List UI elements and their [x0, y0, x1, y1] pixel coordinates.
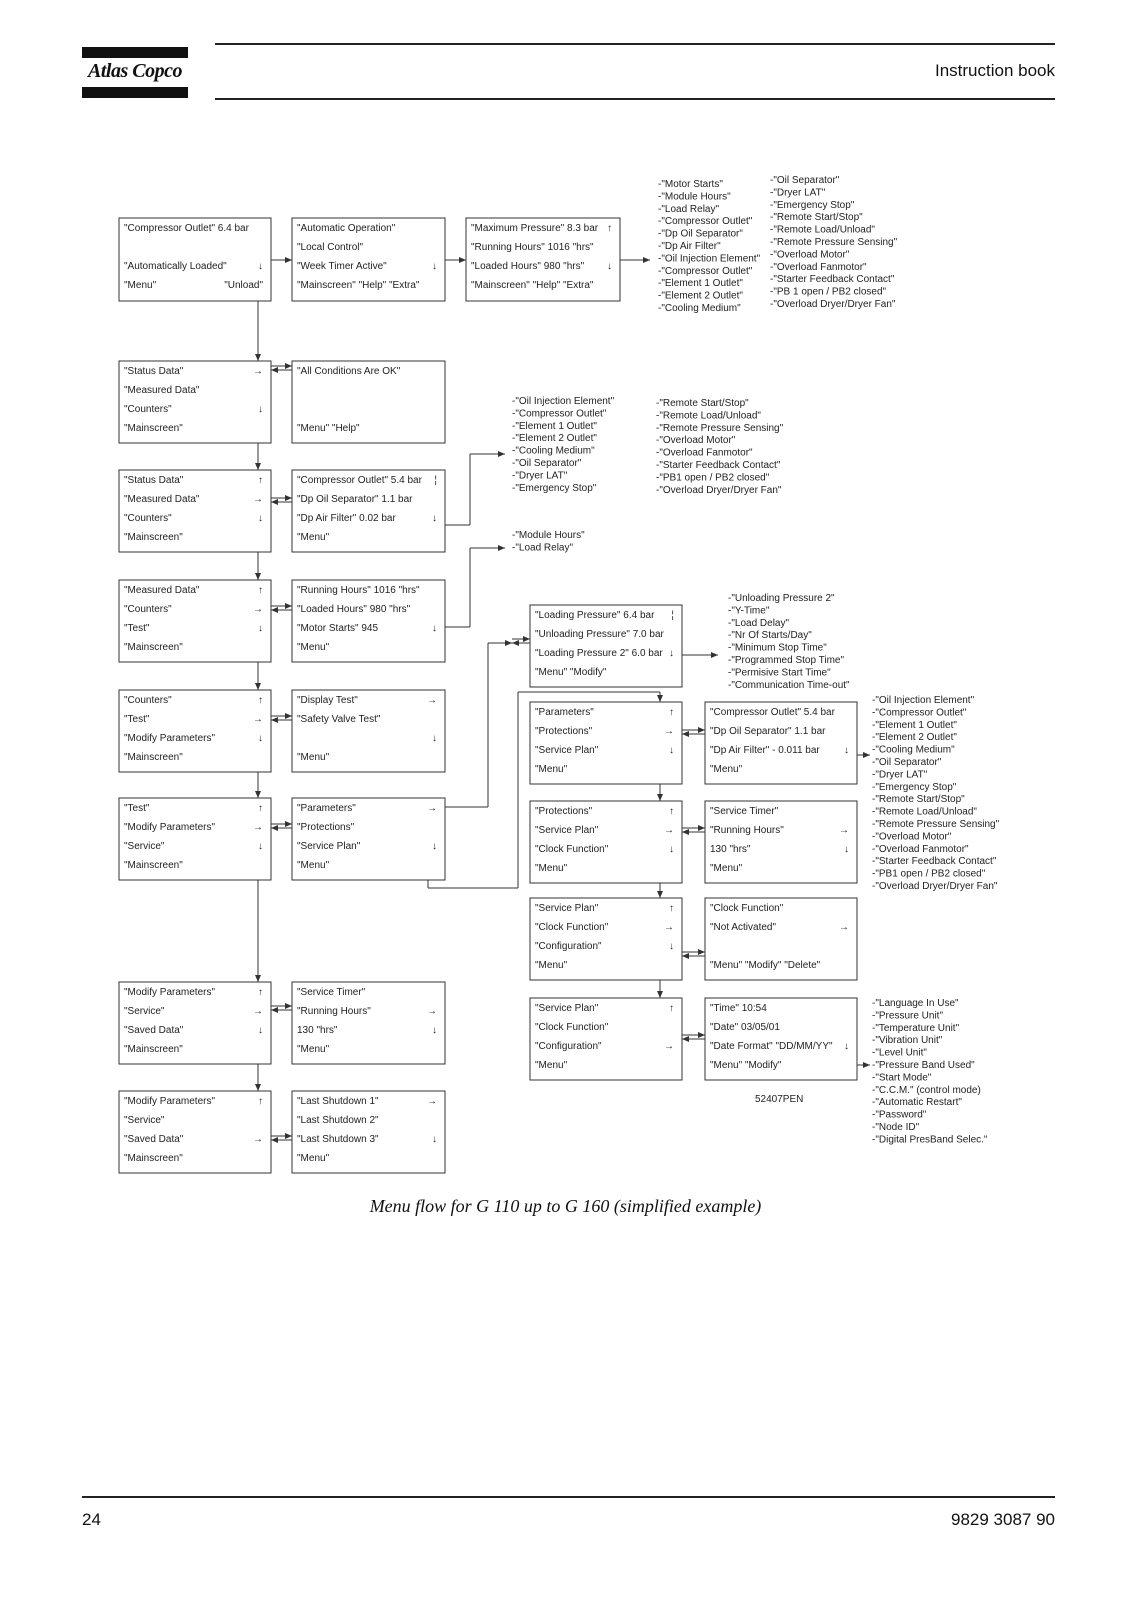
menu-line: "Modify Parameters" [124, 733, 216, 744]
menu-line: "Menu" [124, 280, 157, 291]
menu-line-right: ↓ [844, 745, 849, 756]
menu-line: "Counters" [124, 404, 172, 415]
list-configuration-item: -"Start Mode" [872, 1072, 932, 1084]
list-extra-1-item: -"Element 2 Outlet" [658, 290, 743, 302]
menu-line: "Service Plan" [535, 1003, 599, 1014]
menu-line: "Compressor Outlet" 5.4 bar [297, 475, 422, 486]
list-protections-item: -"Remote Start/Stop" [872, 794, 965, 806]
menu-line: "Menu" "Modify" [710, 1060, 782, 1071]
list-parameters-item: -"Permisive Start Time" [728, 667, 831, 679]
list-extra-1-item: -"Motor Starts" [658, 179, 723, 190]
arrowhead [285, 713, 292, 719]
menu-line-right: ↓ [669, 844, 674, 855]
page-number: 24 [82, 1510, 101, 1529]
menu-line: "Protections" [535, 726, 593, 737]
menu-line: "Menu" "Modify" "Delete" [710, 960, 821, 971]
arrowhead [711, 652, 718, 658]
menu-line: "Parameters" [297, 803, 356, 814]
menu-line: "Mainscreen" "Help" "Extra" [471, 280, 594, 291]
list-extra-2-item: -"Remote Load/Unload" [770, 224, 875, 236]
menu-line: "Mainscreen" "Help" "Extra" [297, 280, 420, 291]
menu-line: "All Conditions Are OK" [297, 366, 401, 377]
menu-line: "Protections" [535, 806, 593, 817]
menu-line-right: ↓ [432, 841, 437, 852]
list-extra-1-item: -"Compressor Outlet" [658, 216, 753, 228]
figure-caption: Menu flow for G 110 up to G 160 (simplified example) [369, 1196, 762, 1216]
menu-line: "Menu" [710, 764, 743, 775]
menu-line: "Safety Valve Test" [297, 714, 381, 725]
menu-line: "Mainscreen" [124, 1153, 183, 1164]
list-measured-2-item: -"Remote Pressure Sensing" [656, 422, 784, 434]
menu-line: 130 "hrs" [297, 1025, 338, 1036]
menu-line: "Parameters" [535, 707, 594, 718]
arrowhead [498, 451, 505, 457]
menu-line: "Unloading Pressure" 7.0 bar [535, 629, 664, 640]
menu-line: "Running Hours" [710, 825, 784, 836]
arrowhead [459, 257, 466, 263]
menu-line-right: → [664, 825, 674, 836]
menu-line: "Clock Function" [535, 922, 609, 933]
header-title: Instruction book [934, 61, 1055, 80]
menu-line: "Service" [124, 1006, 165, 1017]
arrowhead [271, 717, 278, 723]
list-extra-2-item: -"Emergency Stop" [770, 199, 855, 211]
list-extra-2-item: -"PB 1 open / PB2 closed" [770, 286, 887, 298]
list-extra-2-item: -"Oil Separator" [770, 175, 840, 186]
menu-line-right: ↑ [669, 1003, 674, 1014]
arrowhead [255, 463, 261, 470]
menu-line-right: "Unload" [224, 280, 263, 291]
menu-line-right: ↓ [669, 745, 674, 756]
list-extra-2-item: -"Remote Start/Stop" [770, 212, 863, 224]
menu-line: "Menu" "Modify" [535, 667, 607, 678]
menu-line-right: → [253, 822, 263, 833]
list-configuration-item: -"Language In Use" [872, 998, 959, 1009]
menu-line: "Mainscreen" [124, 532, 183, 543]
menu-line: "Saved Data" [124, 1134, 184, 1145]
arrowhead [682, 1036, 689, 1042]
menu-line: "Motor Starts" 945 [297, 623, 379, 634]
menu-line: "Service" [124, 841, 165, 852]
menu-line-right: ↑ [607, 223, 612, 234]
menu-line: "Last Shutdown 3" [297, 1134, 379, 1145]
menu-line: "Last Shutdown 1" [297, 1096, 379, 1107]
menu-line-right: ↓ [607, 261, 612, 272]
menu-line: "Measured Data" [124, 494, 200, 505]
menu-line-right: → [253, 366, 263, 377]
arrowhead [271, 1007, 278, 1013]
menu-line: "Service Timer" [710, 806, 779, 817]
menu-line: "Status Data" [124, 366, 184, 377]
arrowhead [255, 573, 261, 580]
menu-line: "Compressor Outlet" 5.4 bar [710, 707, 835, 718]
menu-line: "Clock Function" [535, 844, 609, 855]
list-configuration-item: -"Level Unit" [872, 1047, 927, 1059]
list-extra-1-item: -"Module Hours" [658, 191, 731, 203]
list-configuration-item: -"C.C.M." (control mode) [872, 1084, 981, 1096]
menu-line: "Mainscreen" [124, 642, 183, 653]
list-measured-1-item: -"Oil Injection Element" [512, 396, 615, 407]
list-measured-2-item: -"Overload Fanmotor" [656, 447, 753, 459]
arrowhead [285, 1003, 292, 1009]
menu-line-right: → [427, 1006, 437, 1017]
menu-line-right: ↓ [669, 648, 674, 659]
list-protections-item: -"Compressor Outlet" [872, 707, 967, 719]
menu-line: "Automatic Operation" [297, 223, 396, 234]
arrowhead [285, 603, 292, 609]
list-extra-2-item: -"Remote Pressure Sensing" [770, 237, 898, 248]
list-parameters-item: -"Unloading Pressure 2" [728, 593, 835, 604]
menu-line: "Display Test" [297, 695, 358, 706]
menu-line: "Dp Air Filter" - 0.011 bar [710, 745, 820, 756]
arrowhead [285, 495, 292, 501]
menu-line: "Test" [124, 623, 150, 634]
list-extra-1-item: -"Oil Injection Element" [658, 253, 761, 265]
menu-line-right: → [664, 1041, 674, 1052]
list-counters-item: -"Module Hours" [512, 530, 585, 541]
list-parameters-item: -"Communication Time-out" [728, 679, 850, 691]
menu-line-right: ↑ [258, 695, 263, 706]
arrowhead [271, 1137, 278, 1143]
list-protections-item: -"PB1 open / PB2 closed" [872, 868, 986, 880]
list-measured-1-item: -"Cooling Medium" [512, 445, 595, 457]
menu-line-right: ↓ [258, 1025, 263, 1036]
arrowhead [698, 825, 705, 831]
list-measured-1-item: -"Compressor Outlet" [512, 408, 607, 420]
menu-line: "Counters" [124, 513, 172, 524]
menu-line: "Saved Data" [124, 1025, 184, 1036]
arrowhead [285, 821, 292, 827]
menu-line: "Last Shutdown 2" [297, 1115, 379, 1126]
list-protections-item: -"Element 2 Outlet" [872, 732, 957, 744]
menu-line-right: ↓ [258, 261, 263, 272]
menu-line-right: ↑ [258, 803, 263, 814]
menu-line-right: ↓ [258, 513, 263, 524]
list-configuration-item: -"Vibration Unit" [872, 1035, 943, 1047]
menu-line-right: → [427, 1096, 437, 1107]
menu-line-right: ↑ [258, 987, 263, 998]
menu-line-right: → [839, 825, 849, 836]
menu-line-right: ↓ [844, 844, 849, 855]
list-protections-item: -"Element 1 Outlet" [872, 719, 957, 731]
menu-line: "Measured Data" [124, 385, 200, 396]
list-protections-item: -"Oil Separator" [872, 757, 942, 768]
menu-line: "Date Format" "DD/MM/YY" [710, 1041, 833, 1052]
footer-rule [82, 1496, 1055, 1498]
list-extra-1-item: -"Dp Oil Separator" [658, 228, 743, 240]
menu-line-right: ↑ [258, 1096, 263, 1107]
list-protections-item: -"Cooling Medium" [872, 744, 955, 756]
arrowhead [657, 695, 663, 702]
menu-line-right: → [253, 714, 263, 725]
menu-line: "Dp Oil Separator" 1.1 bar [297, 494, 413, 505]
arrowhead [255, 1084, 261, 1091]
menu-line: "Menu" "Help" [297, 423, 360, 434]
arrowhead [255, 354, 261, 361]
menu-line: "Running Hours" 1016 "hrs" [297, 585, 420, 596]
menu-line: 130 "hrs" [710, 844, 751, 855]
menu-line: "Service Plan" [535, 745, 599, 756]
menu-line: "Loading Pressure" 6.4 bar [535, 610, 655, 621]
menu-line: "Local Control" [297, 242, 364, 253]
list-protections-item: -"Oil Injection Element" [872, 695, 975, 706]
list-measured-1-item: -"Oil Separator" [512, 458, 582, 469]
arrowhead [682, 731, 689, 737]
list-extra-2-item: -"Overload Motor" [770, 249, 850, 261]
menu-line-right: → [253, 1006, 263, 1017]
menu-line-right: ↑ [669, 707, 674, 718]
menu-line: "Counters" [124, 604, 172, 615]
arrowhead [271, 825, 278, 831]
arrowhead [657, 991, 663, 998]
menu-line: "Protections" [297, 822, 355, 833]
list-extra-2-item: -"Dryer LAT" [770, 187, 826, 199]
arrowhead [505, 640, 512, 646]
arrowhead [255, 975, 261, 982]
menu-line: "Week Timer Active" [297, 261, 387, 272]
arrowhead [512, 640, 519, 646]
menu-line: "Automatically Loaded" [124, 261, 227, 272]
list-measured-2-item: -"Overload Dryer/Dryer Fan" [656, 484, 782, 496]
menu-line: "Menu" [535, 863, 568, 874]
menu-line: "Service" [124, 1115, 165, 1126]
menu-line: "Test" [124, 803, 150, 814]
menu-line-right: ↑ [258, 585, 263, 596]
list-measured-1-item: -"Emergency Stop" [512, 482, 597, 494]
menu-line-right: ↓ [432, 623, 437, 634]
menu-line: "Status Data" [124, 475, 184, 486]
menu-line: "Menu" [297, 1153, 330, 1164]
list-measured-2-item: -"Overload Motor" [656, 435, 736, 447]
menu-line-right: → [253, 604, 263, 615]
arrowhead [285, 1133, 292, 1139]
menu-line: "Menu" [297, 532, 330, 543]
menu-line: "Menu" [710, 863, 743, 874]
list-configuration-item: -"Digital PresBand Selec." [872, 1134, 988, 1146]
menu-line: "Running Hours" [297, 1006, 371, 1017]
menu-line: "Counters" [124, 695, 172, 706]
list-configuration-item: -"Temperature Unit" [872, 1022, 960, 1034]
menu-line: "Test" [124, 714, 150, 725]
menu-line-right: ↓ [258, 733, 263, 744]
menu-line: "Service Plan" [297, 841, 361, 852]
menu-line: "Measured Data" [124, 585, 200, 596]
arrowhead [498, 545, 505, 551]
menu-line: "Date" 03/05/01 [710, 1022, 780, 1033]
list-parameters-item: -"Programmed Stop Time" [728, 655, 845, 666]
arrowhead [863, 752, 870, 758]
arrowhead [698, 1032, 705, 1038]
menu-line: "Loaded Hours" 980 "hrs" [297, 604, 411, 615]
menu-line: "Clock Function" [710, 903, 784, 914]
menu-line: "Menu" [297, 752, 330, 763]
arrowhead [657, 794, 663, 801]
menu-line-right: ↑ [669, 903, 674, 914]
menu-line-right: ↓ [432, 261, 437, 272]
list-extra-1-item: -"Dp Air Filter" [658, 241, 721, 252]
menu-line-right: → [253, 1134, 263, 1145]
menu-line: "Service Plan" [535, 825, 599, 836]
menu-line: "Dp Air Filter" 0.02 bar [297, 513, 396, 524]
list-extra-1-item: -"Compressor Outlet" [658, 265, 753, 277]
menu-line: "Mainscreen" [124, 423, 183, 434]
menu-line-right: ↓ [432, 733, 437, 744]
list-measured-2-item: -"Remote Load/Unload" [656, 410, 761, 422]
list-measured-1-item: -"Dryer LAT" [512, 470, 568, 482]
arrowhead [682, 829, 689, 835]
arrowhead [863, 1062, 870, 1068]
menu-line: "Service Timer" [297, 987, 366, 998]
arrowhead [657, 891, 663, 898]
list-extra-1-item: -"Element 1 Outlet" [658, 278, 743, 290]
menu-line-right: ↓ [432, 513, 437, 524]
list-extra-2-item: -"Overload Fanmotor" [770, 261, 867, 273]
arrowhead [285, 363, 292, 369]
menu-line: "Mainscreen" [124, 860, 183, 871]
list-extra-2-item: -"Overload Dryer/Dryer Fan" [770, 299, 896, 310]
arrowhead [255, 683, 261, 690]
company-logo: Atlas Copco [88, 60, 182, 82]
menu-line: "Mainscreen" [124, 752, 183, 763]
menu-line-right: ↓ [258, 623, 263, 634]
arrowhead [271, 367, 278, 373]
list-parameters-item: -"Minimum Stop Time" [728, 642, 827, 654]
list-configuration-item: -"Pressure Unit" [872, 1010, 944, 1022]
menu-line-right: ¦ [671, 610, 674, 621]
menu-line-right: ↓ [844, 1041, 849, 1052]
list-protections-item: -"Emergency Stop" [872, 781, 957, 793]
menu-line: "Menu" [297, 860, 330, 871]
menu-line-right: ↑ [258, 475, 263, 486]
list-measured-2-item: -"Starter Feedback Contact" [656, 460, 781, 471]
list-configuration-item: -"Password" [872, 1109, 927, 1121]
list-extra-1-item: -"Load Relay" [658, 203, 720, 215]
menu-line: "Menu" [535, 1060, 568, 1071]
menu-line-right: ↓ [258, 404, 263, 415]
menu-line: "Compressor Outlet" 6.4 bar [124, 223, 249, 234]
list-protections-item: -"Overload Dryer/Dryer Fan" [872, 881, 998, 892]
menu-line-right: → [664, 922, 674, 933]
list-parameters-item: -"Nr Of Starts/Day" [728, 630, 812, 642]
list-measured-2-item: -"PB1 open / PB2 closed" [656, 472, 770, 484]
arrowhead [523, 636, 530, 642]
menu-line: "Mainscreen" [124, 1044, 183, 1055]
arrowhead [682, 953, 689, 959]
menu-line: "Running Hours" 1016 "hrs" [471, 242, 594, 253]
menu-line: "Loading Pressure 2" 6.0 bar [535, 648, 663, 659]
list-protections-item: -"Starter Feedback Contact" [872, 856, 997, 868]
arrowhead [285, 257, 292, 263]
arrowhead [698, 949, 705, 955]
menu-line-right: → [253, 494, 263, 505]
menu-line: "Dp Oil Separator" 1.1 bar [710, 726, 826, 737]
list-configuration-item: -"Automatic Restart" [872, 1097, 962, 1109]
arrowhead [255, 791, 261, 798]
menu-line-right: ↓ [669, 941, 674, 952]
menu-line: "Menu" [297, 642, 330, 653]
menu-line-right: → [664, 726, 674, 737]
menu-line: "Menu" [535, 960, 568, 971]
arrowhead [643, 257, 650, 263]
list-protections-item: -"Dryer LAT" [872, 769, 928, 781]
menu-line-right: ¦ [434, 475, 437, 486]
arrowhead [271, 607, 278, 613]
document-number: 9829 3087 90 [951, 1510, 1055, 1529]
arrowhead [271, 499, 278, 505]
menu-line: "Maximum Pressure" 8.3 bar [471, 223, 599, 234]
list-protections-item: -"Overload Motor" [872, 831, 952, 843]
menu-line: "Not Activated" [710, 922, 777, 933]
list-configuration-item: -"Pressure Band Used" [872, 1060, 975, 1071]
menu-line-right: → [427, 695, 437, 706]
menu-line: "Service Plan" [535, 903, 599, 914]
menu-line-right: ↓ [432, 1025, 437, 1036]
list-protections-item: -"Remote Load/Unload" [872, 806, 977, 818]
menu-line: "Menu" [297, 1044, 330, 1055]
list-counters-item: -"Load Relay" [512, 542, 574, 554]
menu-line-right: → [427, 803, 437, 814]
list-parameters-item: -"Load Delay" [728, 617, 790, 629]
menu-line: "Configuration" [535, 1041, 602, 1052]
menu-line-right: ↓ [258, 841, 263, 852]
menu-line: "Modify Parameters" [124, 822, 216, 833]
menu-line: "Clock Function" [535, 1022, 609, 1033]
list-measured-1-item: -"Element 1 Outlet" [512, 420, 597, 432]
menu-line: "Modify Parameters" [124, 1096, 216, 1107]
menu-line: "Modify Parameters" [124, 987, 216, 998]
list-configuration-item: -"Node ID" [872, 1122, 920, 1133]
menu-line-right: → [839, 922, 849, 933]
list-measured-2-item: -"Remote Start/Stop" [656, 398, 749, 409]
list-protections-item: -"Overload Fanmotor" [872, 843, 969, 855]
list-extra-1-item: -"Cooling Medium" [658, 303, 741, 314]
menu-line-right: ↑ [669, 806, 674, 817]
menu-line: "Time" 10:54 [710, 1003, 767, 1014]
arrowhead [698, 727, 705, 733]
figure-code: 52407PEN [755, 1094, 804, 1105]
menu-line-right: ↓ [432, 1134, 437, 1145]
list-parameters-item: -"Y-Time" [728, 605, 770, 617]
list-protections-item: -"Remote Pressure Sensing" [872, 819, 1000, 830]
list-measured-1-item: -"Element 2 Outlet" [512, 433, 597, 445]
menu-line: "Configuration" [535, 941, 602, 952]
list-extra-2-item: -"Starter Feedback Contact" [770, 274, 895, 286]
menu-line: "Loaded Hours" 980 "hrs" [471, 261, 585, 272]
menu-line: "Menu" [535, 764, 568, 775]
